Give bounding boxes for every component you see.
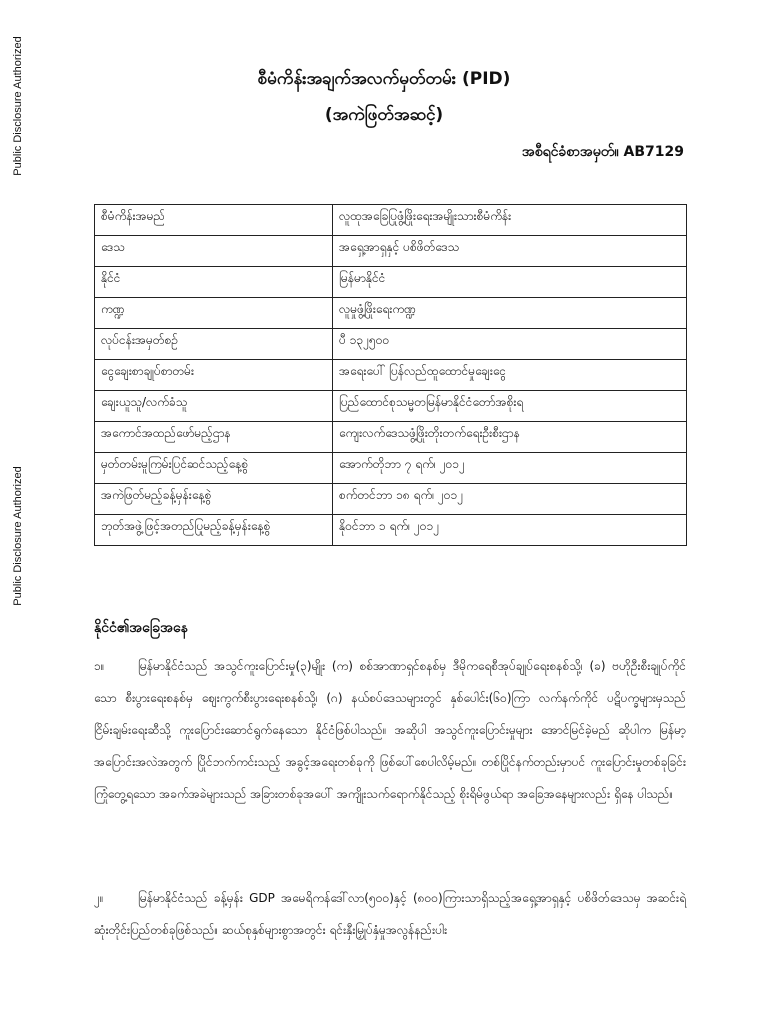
row-value: အောက်တိုဘာ ၇ ရက်၊ ၂၀၁၂: [333, 453, 687, 484]
paragraph-text: မြန်မာနိုင်ငံသည် အသွင်ကူးပြောင်းမှု(၃)မျိုး (က) စစ်အာဏာရှင်စနစ်မှ ဒီမိုကရေစီအုပ်ချုပ်ရေးစနစ်သို့၊ (ခ) ဗဟိုဦးစီးချုပ်ကိုင်သော စီးပွားရေးစနစ်မှ ဈေးကွက်စီးပွားရေးစနစ်သို့၊ (ဂ) နယ်စပ်ဒေသများတွင် နှစ်ပေါင်း(၆၀)ကြာ လက်နက်ကိုင် ပဋိပက္ခများမှသည် ငြိမ်းချမ်းရေးဆီသို့ ကူးပြောင်းဆောင်ရွက်နေသော နိုင်ငံဖြစ်ပါသည်။ အဆိုပါ အသွင်ကူးပြောင်းမှုများ အောင်မြင်ခဲ့မည် ဆိုပါက မြန်မာ့အပြောင်းအလဲအတွက် ပြိုင်ဘက်ကင်းသည့် အခွင့်အရေးတစ်ခုကို ဖြစ်ပေါ်စေပါလိမ့်မည်။ တစ်ပြိုင်နက်တည်းမှာပင် ကူးပြောင်းမှုတစ်ခုခြင်း ကြုံတွေ့ရသော အခက်အခဲများသည် အခြားတစ်ခုအပေါ် အကျိုးသက်ရောက်နိုင်သည့် စိုးရိမ်ဖွယ်ရာ အခြေအနေများလည်း ရှိနေ ပါသည်။: [94, 659, 686, 801]
row-label: စီမံကိန်းအမည်: [95, 205, 333, 236]
row-value: ပီ ၁၃၂၅၀၀: [333, 329, 687, 360]
watermark-top: Public Disclosure Authorized: [12, 36, 24, 176]
document-title: စီမံကိန်းအချက်အလက်မှတ်တမ်း (PID): [257, 69, 511, 89]
paragraph-2: [94, 882, 686, 946]
table-row: [95, 515, 687, 546]
row-value: အရှေ့အာရှနှင့် ပစိဖိတ်ဒေသ: [333, 236, 687, 267]
paragraph-1: [94, 650, 686, 810]
table-row: [95, 298, 687, 329]
row-label: အကောင်အထည်ဖော်မည့်ဌာန: [95, 422, 333, 453]
section-heading: နိုင်ငံ၏အခြေအနေ: [94, 620, 188, 636]
project-info-table: [94, 204, 687, 546]
table-row: [95, 391, 687, 422]
row-value: မြန်မာနိုင်ငံ: [333, 267, 687, 298]
table-row: [95, 267, 687, 298]
row-label: အကဲဖြတ်မည့်ခန့်မှန်းနေ့စွဲ: [95, 484, 333, 515]
watermark-bottom: Public Disclosure Authorized: [12, 466, 24, 606]
row-value: ပြည်ထောင်စုသမ္မတမြန်မာနိုင်ငံတော်အစိုးရ: [333, 391, 687, 422]
row-value: စက်တင်ဘာ ၁၈ ရက်၊ ၂၀၁၂: [333, 484, 687, 515]
table-row: [95, 422, 687, 453]
table-row: [95, 484, 687, 515]
row-label: ဘုတ်အဖွဲ့ဖြင့်အတည်ပြုမည့်ခန့်မှန်းနေ့စွဲ: [95, 515, 333, 546]
row-label: ချေးယူသူ/လက်ခံသူ: [95, 391, 333, 422]
table-row: [95, 236, 687, 267]
row-value: လူမှုဖွံ့ဖြိုးရေးကဏ္ဍ: [333, 298, 687, 329]
row-value: နိုဝင်ဘာ ၁ ရက်၊ ၂၀၁၂: [333, 515, 687, 546]
document-subtitle: (အကဲဖြတ်အဆင့်): [324, 105, 444, 125]
table-row: [95, 205, 687, 236]
row-label: မှတ်တမ်းမူကြမ်းပြင်ဆင်သည့်နေ့စွဲ: [95, 453, 333, 484]
table-row: [95, 360, 687, 391]
row-label: ငွေချေးစာချုပ်စာတမ်း: [95, 360, 333, 391]
row-label: နိုင်ငံ: [95, 267, 333, 298]
paragraph-text: မြန်မာနိုင်ငံသည် ခန့်မှန်း GDP အမေရိကန်ဒေါ်လာ(၅၀၀)နှင့် (၈၀၀)ကြားသာရှိသည့်အရှေ့အာရှနှင့် ပစိဖိတ်ဒေသမှ အဆင်းရဲဆုံးတိုင်းပြည်တစ်ခုဖြစ်သည်။ ဆယ်စုနှစ်များစွာအတွင်း ရင်းနှီးမြှုပ်နှံမှုအလွန်နည်းပါး: [94, 891, 686, 937]
paragraph-number: ၂။: [94, 891, 104, 905]
table-row: [95, 329, 687, 360]
row-label: ကဏ္ဍ: [95, 298, 333, 329]
paragraph-number: ၁။: [94, 659, 105, 673]
row-value: ကျေးလက်ဒေသဖွံ့ဖြိုးတိုးတက်ရေးဦးစီးဌာန: [333, 422, 687, 453]
row-value: အရေးပေါ် ပြန်လည်ထူထောင်မှုချေးငွေ: [333, 360, 687, 391]
row-value: လူထုအခြေပြုဖွံ့ဖြိုးရေးအမျိုးသားစီမံကိန်း: [333, 205, 687, 236]
project-id: အစီရင်ခံစာအမှတ်။ AB7129: [521, 144, 684, 160]
row-label: လုပ်ငန်းအမှတ်စဉ်: [95, 329, 333, 360]
row-label: ဒေသ: [95, 236, 333, 267]
table-row: [95, 453, 687, 484]
